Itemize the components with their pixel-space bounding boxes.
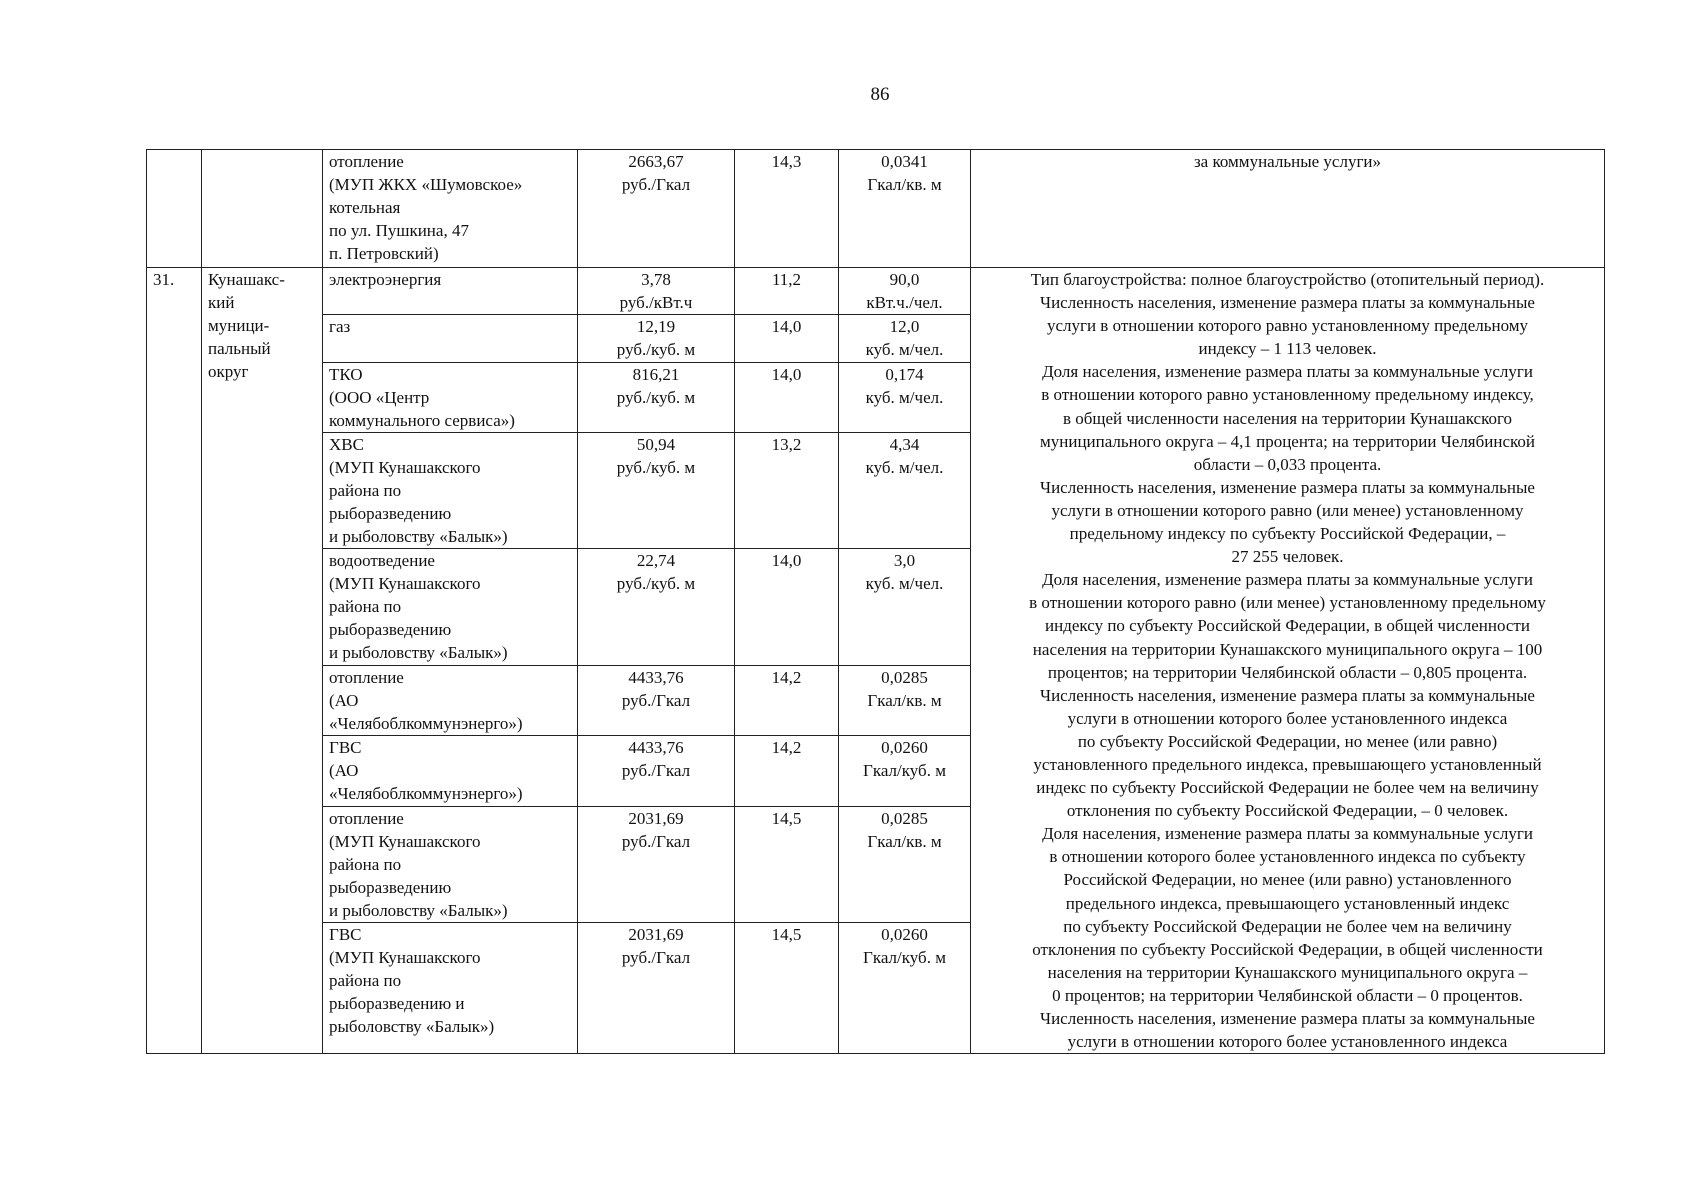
tariff-cell: 50,94 руб./куб. м	[578, 432, 735, 549]
service-cell: отопление (МУП Кунашакского района по рыборазведению и рыболовству «Балык»)	[323, 806, 578, 923]
percent-cell: 14,5	[735, 806, 839, 923]
table-row-top	[147, 150, 1605, 268]
percent-cell: 14,2	[735, 736, 839, 806]
volume-cell: 0,174 куб. м/чел.	[839, 362, 971, 432]
note-cell: за коммунальные услуги»	[971, 150, 1605, 268]
percent-cell: 11,2	[735, 268, 839, 315]
tariff-cell: 22,74 руб./куб. м	[578, 549, 735, 666]
table-row	[147, 268, 1605, 315]
percent-cell: 14,5	[735, 923, 839, 1054]
service-cell: ГВС (АО «Челябоблкоммунэнерго»)	[323, 736, 578, 806]
volume-cell: 0,0285 Гкал/кв. м	[839, 666, 971, 736]
tariff-cell: 2031,69 руб./Гкал	[578, 923, 735, 1054]
percent-cell: 14,2	[735, 666, 839, 736]
tariff-cell: 2663,67 руб./Гкал	[578, 150, 735, 268]
percent-cell: 14,0	[735, 549, 839, 666]
tariff-cell: 4433,76 руб./Гкал	[578, 736, 735, 806]
volume-cell: 0,0285 Гкал/кв. м	[839, 806, 971, 923]
service-cell: ГВС (МУП Кунашакского района по рыборазведению и рыболовству «Балык»)	[323, 923, 578, 1054]
service-cell: отопление (МУП ЖКХ «Шумовское» котельная по ул. Пушкина, 47 п. Петровский)	[323, 150, 578, 268]
volume-cell: 90,0 кВт.ч./чел.	[839, 268, 971, 315]
tariff-cell: 4433,76 руб./Гкал	[578, 666, 735, 736]
entry-municipality: Кунашакс- кий муници- пальный округ	[202, 268, 323, 1054]
volume-cell: 4,34 куб. м/чел.	[839, 432, 971, 549]
municipality-cell	[202, 150, 323, 268]
tariff-cell: 12,19 руб./куб. м	[578, 315, 735, 362]
tariff-cell: 3,78 руб./кВт.ч	[578, 268, 735, 315]
volume-cell: 0,0341 Гкал/кв. м	[839, 150, 971, 268]
number-cell	[147, 150, 202, 268]
service-cell: отопление (АО «Челябоблкоммунэнерго»)	[323, 666, 578, 736]
page-number: 86	[870, 84, 890, 105]
entry-number: 31.	[147, 268, 202, 1054]
volume-cell: 0,0260 Гкал/куб. м	[839, 923, 971, 1054]
tariff-cell: 2031,69 руб./Гкал	[578, 806, 735, 923]
service-cell: водоотведение (МУП Кунашакского района по рыборазведению и рыболовству «Балык»)	[323, 549, 578, 666]
percent-cell: 14,0	[735, 362, 839, 432]
service-cell: электроэнергия	[323, 268, 578, 315]
volume-cell: 0,0260 Гкал/куб. м	[839, 736, 971, 806]
volume-cell: 12,0 куб. м/чел.	[839, 315, 971, 362]
service-cell: ХВС (МУП Кунашакского района по рыборазведению и рыболовству «Балык»)	[323, 432, 578, 549]
volume-cell: 3,0 куб. м/чел.	[839, 549, 971, 666]
entry-note: Тип благоустройства: полное благоустройство (отопительный период). Численность населения, изменение размера платы за коммунальные услуги в отношении которого равно установленному предельному индексу – 1 113 человек. Доля населения, изменение размера платы за коммунальные услуги в отношении которого равно установленному предельному индексу, в общей численности населения на территории Кунашакского муниципального округа – 4,1 процента; на территории Челябинской области – 0,033 процента. Численность населения, изменение размера платы за коммунальные услуги в отношении которого равно (или менее) установленному предельному индексу по субъекту Российской Федерации, – 27 255 человек. Доля населения, изменение размера платы за коммунальные услуги в отношении которого равно (или менее) установленному предельному индексу по субъекту Российской Федерации, в общей численности населения на территории Кунашакского муниципального округа – 100 процентов; на территории Челябинской области – 0,805 процента. Численность населения, изменение размера платы за коммунальные услуги в отношении которого более установленного индекса по субъекту Российской Федерации, но менее (или равно) установленного предельного индекса, превышающего установленный индекс по субъекту Российской Федерации не более чем на величину отклонения по субъекту Российской Федерации, – 0 человек. Доля населения, изменение размера платы за коммунальные услуги в отношении которого более установленного индекса по субъекту Российской Федерации, но менее (или равно) установленного предельного индекса, превышающего установленный индекс по субъекту Российской Федерации не более чем на величину отклонения по субъекту Российской Федерации, в общей численности населения на территории Кунашакского муниципального округа – 0 процентов; на территории Челябинской области – 0 процентов. Численность населения, изменение размера платы за коммунальные услуги в отношении которого более установленного индекса	[971, 268, 1605, 1054]
service-cell: газ	[323, 315, 578, 362]
service-cell: ТКО (ООО «Центр коммунального сервиса»)	[323, 362, 578, 432]
tariff-table	[146, 149, 1605, 1054]
percent-cell: 13,2	[735, 432, 839, 549]
percent-cell: 14,3	[735, 150, 839, 268]
percent-cell: 14,0	[735, 315, 839, 362]
tariff-cell: 816,21 руб./куб. м	[578, 362, 735, 432]
